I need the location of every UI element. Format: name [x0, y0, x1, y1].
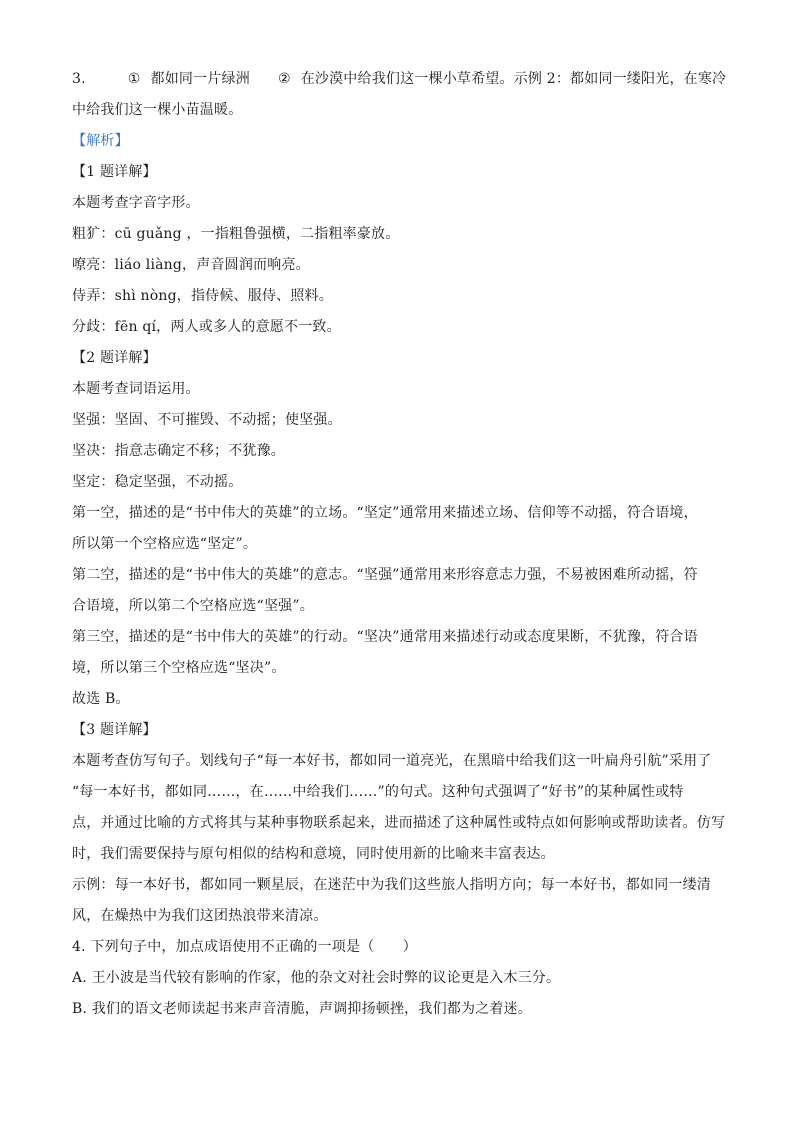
section-1-intro: 本题考查字音字形。 [72, 195, 200, 211]
blank-3-explanation-cont: 境，所以第三个空格应选“坚决”。 [72, 660, 286, 676]
analysis-label: 【解析】 [72, 133, 129, 149]
section-3-paragraph-line: 点，并通过比喻的方式将其与某种事物联系起来，进而描述了这种属性或特点如何影响或帮助读者。仿写 [72, 815, 726, 831]
pinyin-item: 分歧：fēn qí，两人或多人的意愿不一致。 [72, 319, 341, 335]
section-3-paragraph-line: 时，我们需要保持与原句相似的结构和意境，同时使用新的比喻来丰富表达。 [72, 846, 555, 862]
blank-3-explanation: 第三空，描述的是“书中伟大的英雄”的行动。“坚决”通常用来描述行动或态度果断，不犹豫，符合语 [72, 629, 698, 645]
blank-1-explanation: 第一空，描述的是“书中伟大的英雄”的立场。“坚定”通常用来描述立场、信仰等不动摇，符合语境， [72, 505, 698, 521]
q3-answer-line1 [72, 64, 727, 95]
q3-answer-line2: 中给我们这一棵小苗温暖。 [72, 102, 243, 118]
pinyin-item: 嘹亮：liáo liàng，声音圆润而响亮。 [72, 257, 310, 273]
answer-2: 在沙漠中给我们这一棵小草希望。示例 2：都如同一缕阳光，在寒冷 [300, 71, 727, 87]
section-1-heading: 【1 题详解】 [72, 164, 157, 180]
answer-1: 都如同一片绿洲 [150, 71, 250, 87]
circled-number-1: ① [127, 71, 141, 87]
blank-2-explanation: 第二空，描述的是“书中伟大的英雄”的意志。“坚强”通常用来形容意志力强，不易被困难所动摇，符 [72, 567, 698, 583]
pinyin-item: 侍弄：shì nòng，指侍候、服侍、照料。 [72, 288, 333, 304]
word-definition: 坚强：坚固、不可摧毁、不动摇；使坚强。 [72, 412, 342, 428]
blank-2-explanation-cont: 合语境，所以第二个空格应选“坚强”。 [72, 598, 314, 614]
document-page [72, 64, 727, 1025]
pinyin-item: 粗犷：cū guǎng ，一指粗鲁强横，二指粗率豪放。 [72, 226, 400, 242]
word-definition: 坚决：指意志确定不移；不犹豫。 [72, 443, 285, 459]
question-4-stem: 4. 下列句子中，加点成语使用不正确的一项是（ ） [72, 939, 418, 955]
question-4-option-a: A. 王小波是当代较有影响的作家，他的杂文对社会时弊的议论更是入木三分。 [72, 970, 561, 986]
blank-1-explanation-cont: 所以第一个空格应选“坚定”。 [72, 536, 258, 552]
section-2-intro: 本题考查词语运用。 [72, 381, 200, 397]
section-3-heading: 【3 题详解】 [72, 722, 157, 738]
section-3-paragraph-line: “每一本好书，都如同……，在……中给我们……”的句式。这种句式强调了“好书”的某种属性或特 [72, 784, 684, 800]
section-3-example-line: 示例：每一本好书，都如同一颗星辰，在迷茫中为我们这些旅人指明方向；每一本好书，都如同一缕清 [72, 877, 711, 893]
word-definition: 坚定：稳定坚强，不动摇。 [72, 474, 243, 490]
section-2-conclusion: 故选 B。 [72, 691, 130, 707]
section-3-example-line: 风，在燥热中为我们这团热浪带来清凉。 [72, 908, 328, 924]
circled-number-2: ② [277, 71, 291, 87]
section-2-heading: 【2 题详解】 [72, 350, 157, 366]
section-3-paragraph-line: 本题考查仿写句子。划线句子“每一本好书，都如同一道亮光，在黑暗中给我们这一叶扁舟引航”采用了 [72, 753, 712, 769]
question-number: 3. [72, 71, 86, 87]
question-4-option-b: B. 我们的语文老师读起书来声音清脆，声调抑扬顿挫，我们都为之着迷。 [72, 1001, 532, 1017]
